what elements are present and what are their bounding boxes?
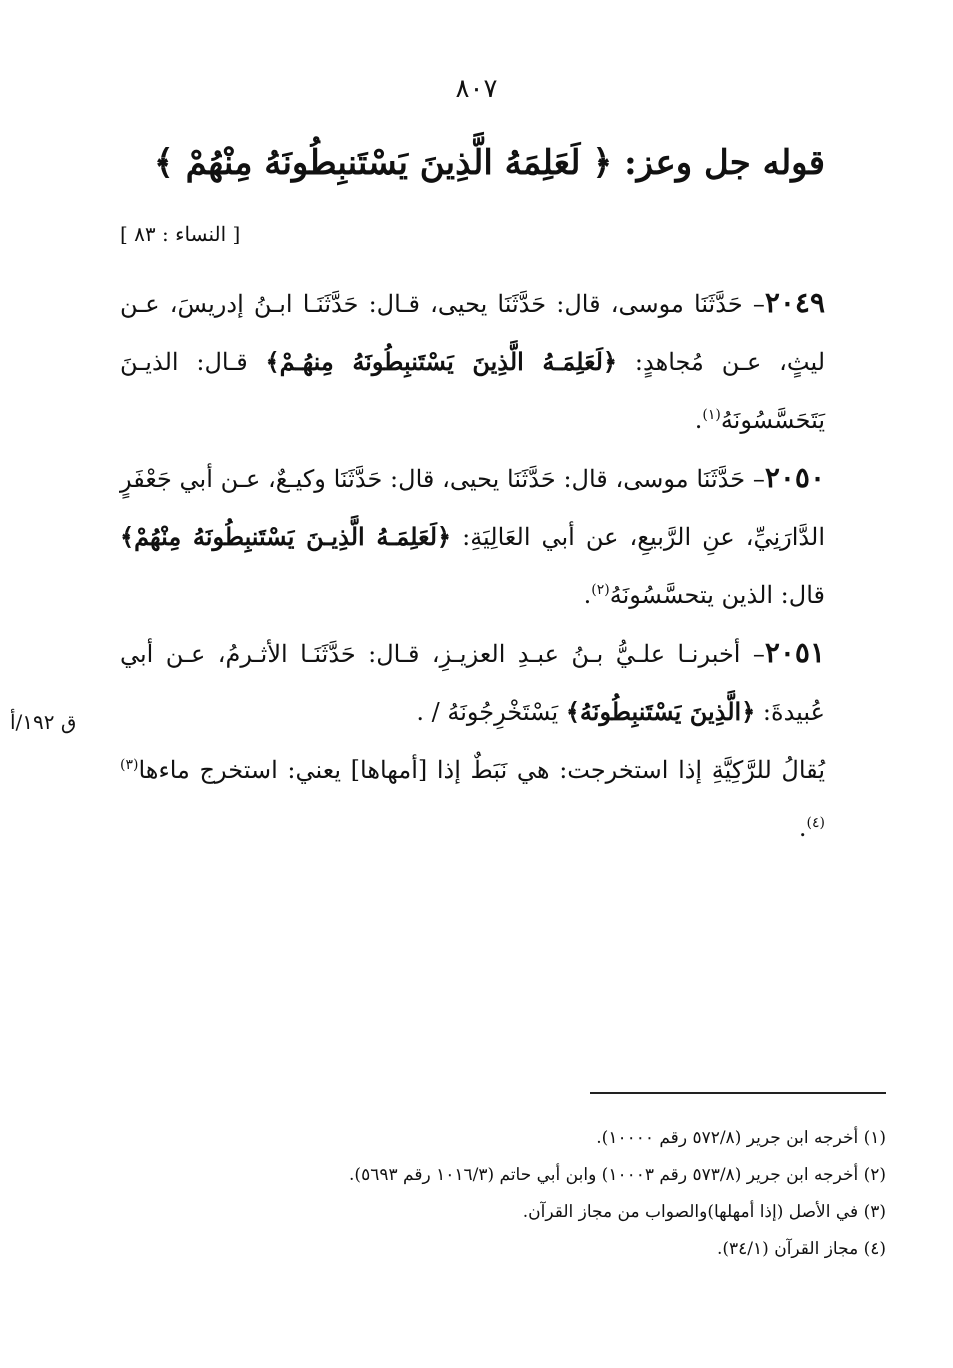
section-heading: قوله جل وعز: ﴿ لَعَلِمَهُ الَّذِينَ يَسْتَنبِطُونَهُ مِنْهُمْ ﴾	[153, 143, 825, 183]
hadith-text-after: قال: الذين يتحسَّسُونَهُ	[609, 581, 825, 609]
hadith-text: – أخبرنـا علـيُّ بـنُ عبـدِ العزيـزِ، قـال: حَدَّثَنَـا الأثـرمُ، عـن أبي عُبيدةَ:	[120, 640, 825, 726]
manuscript-folio-note: ق ١٩٢/أ	[10, 710, 77, 734]
hadith-entry	[120, 274, 825, 449]
page-number: ٨٠٧	[455, 74, 498, 104]
footnote-item: (٣) في الأصل (إذا أمهلها)والصواب من مجاز القرآن.	[522, 1202, 886, 1222]
sentence-end: .	[583, 581, 592, 609]
footnote-item: (٤) مجاز القرآن (٣٤/١).	[717, 1239, 886, 1259]
footnote-item: (١) أخرجه ابن جرير (٥٧٢/٨ رقم ١٠٠٠٠).	[596, 1128, 886, 1148]
quran-quote: ﴿لَعَلِمَـهُ الَّذِيـنَ يَسْتَنبِطُونَهُ مِنْهُمْ﴾	[120, 522, 452, 551]
hadith-entry	[120, 624, 825, 741]
footnotes	[120, 1120, 886, 1268]
main-text	[120, 274, 825, 857]
hadith-number: ٢٠٥١	[764, 636, 825, 669]
footnote-ref: (١)	[702, 407, 721, 423]
hadith-number: ٢٠٤٩	[764, 286, 825, 319]
quran-quote: ﴿لَعَلِمَـهُ الَّذِينَ يَسْتَنبِطُونَهُ مِنهُـمْ﴾	[265, 347, 618, 376]
sentence-end: .	[694, 406, 703, 434]
hadith-text: – حَدَّثَنَا موسى، قال: حَدَّثَنَا يحيى، قـال: حَدَّثَنَـا ابـنُ إدريسَ، عـن ليثٍ، عـن مُجاهدٍ:	[120, 290, 826, 376]
footnote-ref: (٢)	[591, 582, 610, 598]
footnote-item: (٢) أخرجه ابن جرير (٥٧٣/٨ رقم ١٠٠٠٣) وابن أبي حاتم (١٠١٦/٣ رقم ٥٦٩٣).	[349, 1165, 886, 1185]
hadith-number: ٢٠٥٠	[764, 461, 825, 494]
hadith-text-after: يَسْتَخْرِجُونَهُ / .	[416, 698, 566, 726]
hadith-text: – حَدَّثَنَا موسى، قال: حَدَّثَنَا يحيى، قال: حَدَّثَنَا وكيـعٌ، عـن أبي جَعْفَرٍ الدَّارَنِيِّ، عنِ الرَّبيعِ، عن أبي العَالِيَةِ:	[120, 465, 825, 551]
quran-quote: ﴿الَّذِينَ يَسْتَنبِطُونَهُ﴾	[565, 697, 756, 726]
hadith-entry	[120, 449, 825, 624]
surah-reference: [ النساء : ٨٣ ]	[120, 222, 241, 246]
sentence-end: .	[798, 814, 807, 842]
footnote-divider	[590, 1092, 886, 1094]
explanation-text: يُقالُ للرَّكِيَّةِ إذا استخرجت: هي نَبَطٌ إذا [أمهاها] يعني: استخرج ماءها	[138, 756, 825, 784]
explanation-paragraph	[120, 741, 825, 857]
hadith-text-after: قـال: الذيـنَ يَتَحَسَّسُونَهُ	[120, 348, 825, 434]
footnote-ref: (٣)(٤)	[120, 757, 825, 831]
